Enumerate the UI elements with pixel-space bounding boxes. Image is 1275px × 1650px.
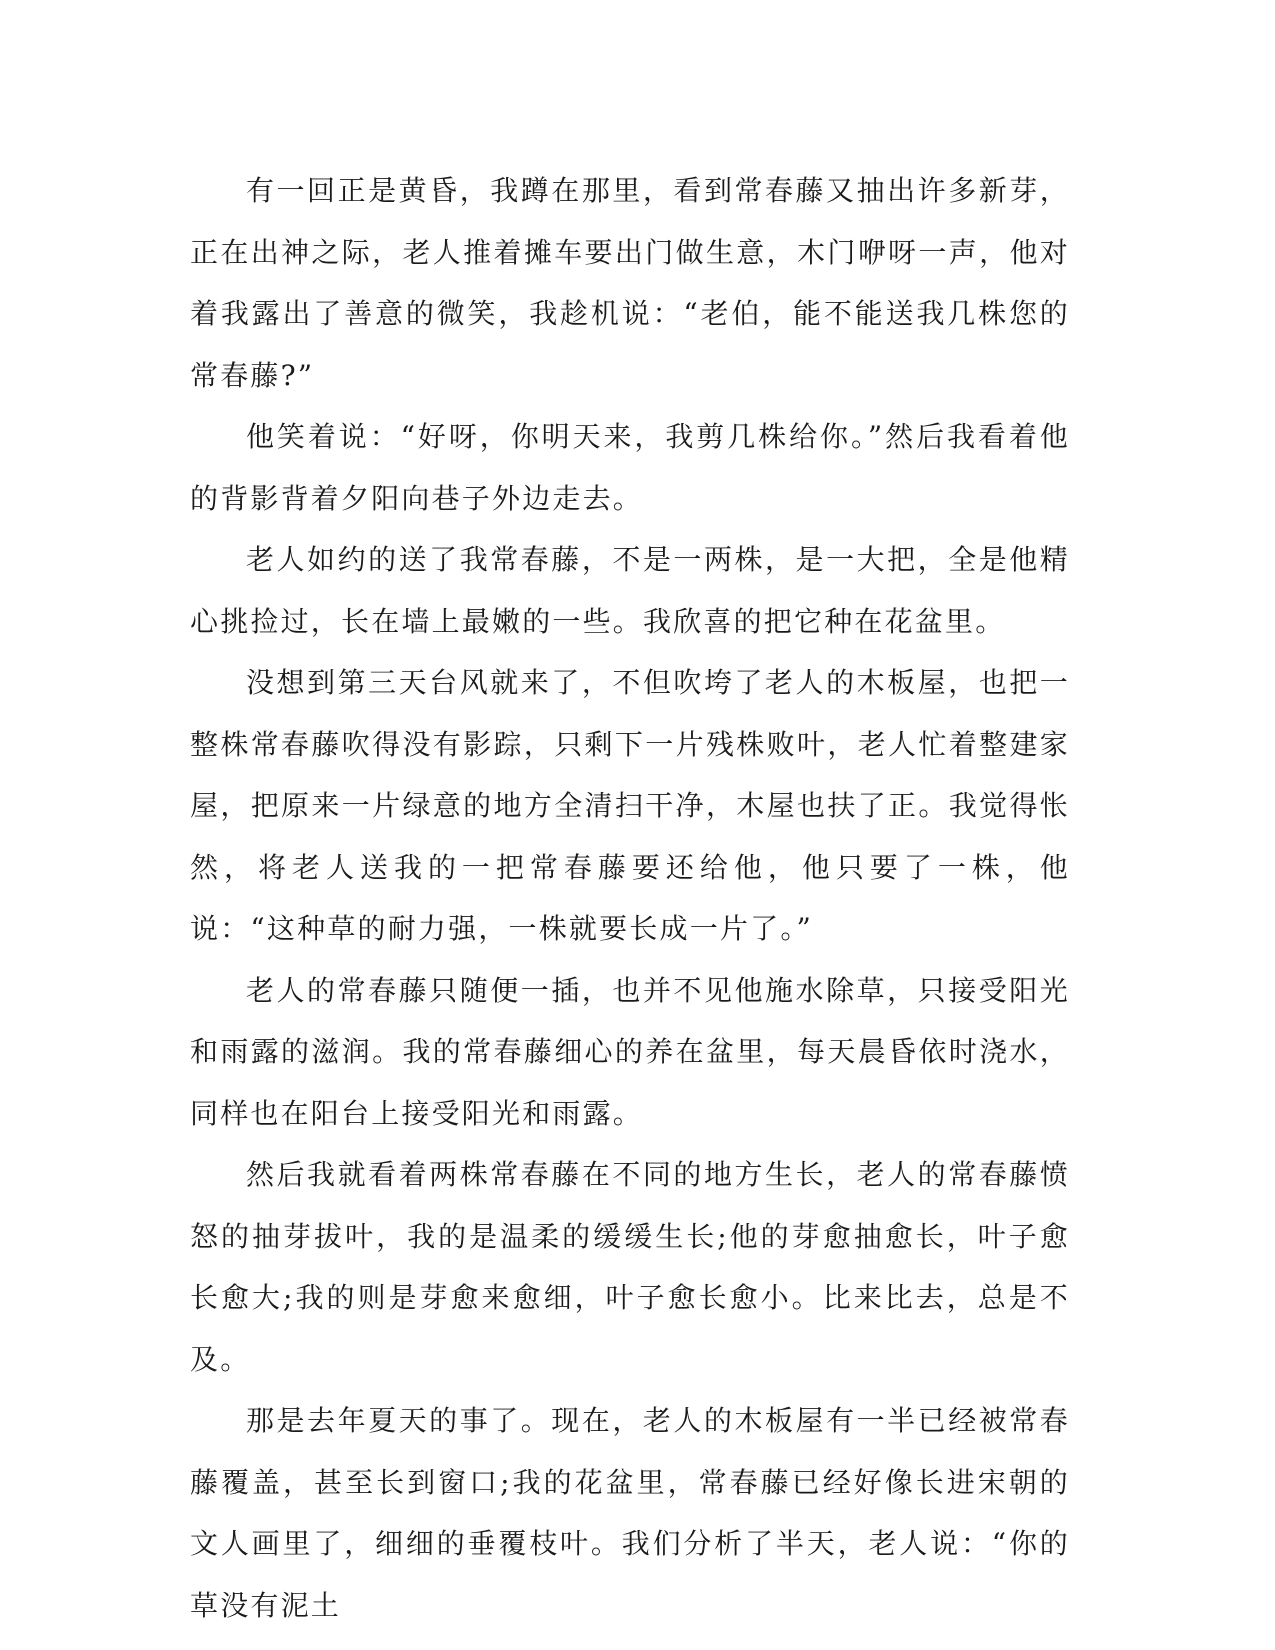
- paragraph-3: 老人如约的送了我常春藤，不是一两株，是一大把，全是他精心挑捡过，长在墙上最嫩的一些。我欣喜的把它种在花盆里。: [190, 543, 1070, 638]
- paragraph-5: 老人的常春藤只随便一插，也并不见他施水除草，只接受阳光和雨露的滋润。我的常春藤细心的养在盆里，每天晨昏依时浇水，同样也在阳台上接受阳光和雨露。: [190, 973, 1070, 1130]
- paragraph-4: 没想到第三天台风就来了，不但吹垮了老人的木板屋，也把一整株常春藤吹得没有影踪，只剩下一片残株败叶，老人忙着整建家屋，把原来一片绿意的地方全清扫干净，木屋也扶了正。我觉得怅然，将老人送我的一把常春藤要还给他，他只要了一株，他说：“这种草的耐力强，一株就要长成一片了。”: [190, 666, 1070, 945]
- paragraph-7: 那是去年夏天的事了。现在，老人的木板屋有一半已经被常春藤覆盖，甚至长到窗口;我的花盆里，常春藤已经好像长进宋朝的文人画里了，细细的垂覆枝叶。我们分析了半天，老人说：“你的草没有泥土: [190, 1404, 1070, 1622]
- paragraph-6: 然后我就看着两株常春藤在不同的地方生长，老人的常春藤愤怒的抽芽拔叶，我的是温柔的缓缓生长;他的芽愈抽愈长，叶子愈长愈大;我的则是芽愈来愈细，叶子愈长愈小。比来比去，总是不及。: [190, 1158, 1070, 1376]
- paragraph-1: 有一回正是黄昏，我蹲在那里，看到常春藤又抽出许多新芽，正在出神之际，老人推着摊车要出门做生意，木门咿呀一声，他对着我露出了善意的微笑，我趁机说：“老伯，能不能送我几株您的常春藤?”: [190, 174, 1070, 392]
- document-body: [190, 160, 1070, 1636]
- paragraph-2: 他笑着说：“好呀，你明天来，我剪几株给你。”然后我看着他的背影背着夕阳向巷子外边走去。: [190, 420, 1070, 515]
